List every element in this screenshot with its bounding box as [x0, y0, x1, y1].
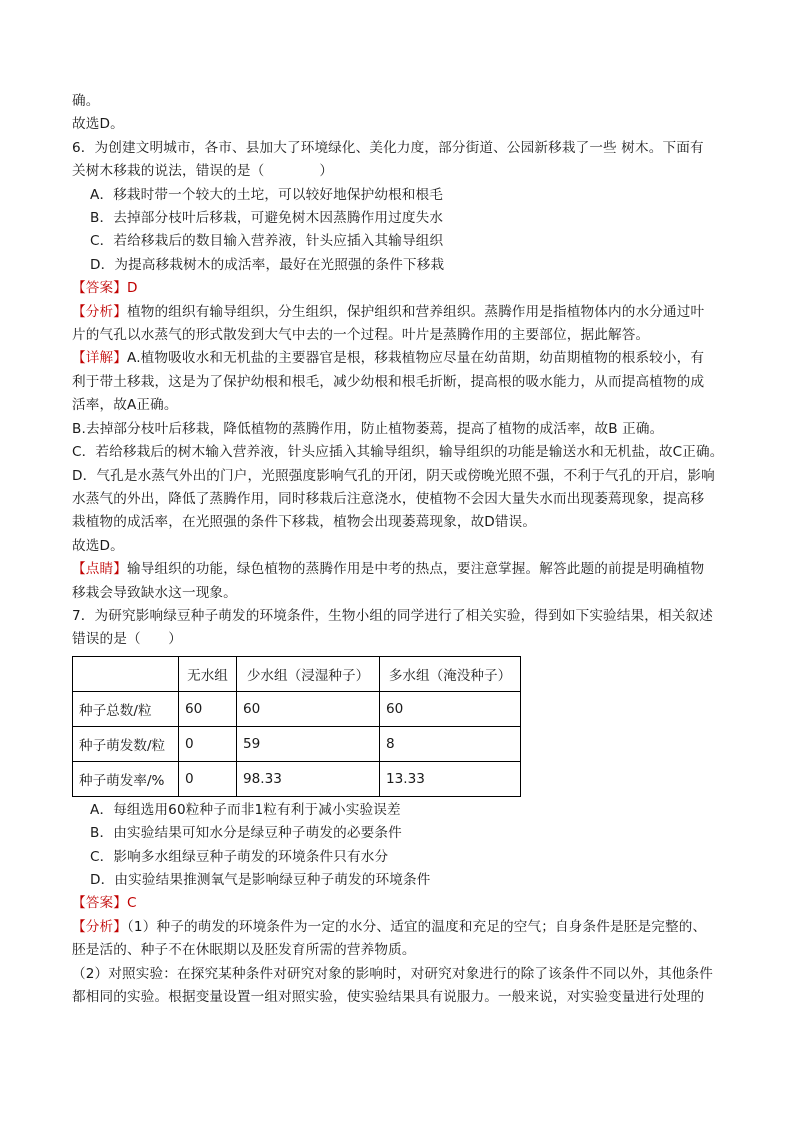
table-cell: 0: [179, 726, 237, 761]
table-header-cell: 无水组: [179, 656, 237, 691]
table-header-row: [73, 656, 521, 691]
table-row: [73, 691, 521, 726]
analysis-tag: 【分析】: [72, 303, 127, 320]
detail-line: 栽植物的成活率，在光照强的条件下移栽，植物会出现萎蔫现象，故D错误。: [72, 514, 537, 531]
answer-line: [72, 277, 726, 300]
analysis-text: （1）种子的萌发的环境条件为一定的水分、适宜的温度和充足的空气；自身条件是胚是完整的、: [126, 918, 707, 935]
answer-value: D: [126, 280, 138, 297]
answer-tag: 【答案】: [72, 895, 127, 912]
question-stem: 错误的是（ ）: [72, 631, 182, 648]
detail-line: [72, 347, 726, 370]
detail-line: 活率，故A正确。: [72, 397, 178, 414]
answer-value: C: [126, 895, 137, 912]
comment-line: 移栽会导致缺水这一现象。: [72, 584, 237, 601]
question-6: [72, 137, 726, 605]
document-page: [72, 90, 726, 1009]
table-cell: 种子萌发率/%: [73, 761, 179, 796]
results-table: [72, 656, 521, 797]
analysis-line: 胚是活的、种子不在休眠期以及胚发育所需的营养物质。: [72, 942, 416, 959]
analysis-line: [72, 301, 726, 324]
option-a: A．每组选用60粒种子而非1粒有利于减小实验误差: [90, 801, 401, 818]
table-header-cell: 少水组（浸湿种子）: [237, 656, 380, 691]
detail-tag: 【详解】: [72, 350, 127, 367]
analysis-text: 植物的组织有输导组织，分生组织，保护组织和营养组织。蒸腾作用是指植物体内的水分通过叶: [126, 303, 705, 320]
analysis-line: [72, 916, 726, 939]
question-stem: 关树木移栽的说法，错误的是（ ）: [72, 163, 334, 180]
option-d: D．由实验结果推测氧气是影响绿豆种子萌发的环境条件: [90, 871, 431, 888]
table-header-cell: 多水组（淹没种子）: [380, 656, 521, 691]
option-a: A．移栽时带一个较大的土坨，可以较好地保护幼根和根毛: [90, 186, 444, 203]
comment-text: 输导组织的功能，绿色植物的蒸腾作用是中考的热点，要注意掌握。解答此题的前提是明确植物: [126, 561, 705, 578]
comment-tag: 【点睛】: [72, 561, 127, 578]
detail-line: C．若给移栽后的树木输入营养液，针头应插入其输导组织，输导组织的功能是输送水和无机盐，故C正确。: [72, 444, 724, 461]
analysis-line: 片的气孔以水蒸气的形式散发到大气中去的一个过程。叶片是蒸腾作用的主要部位，据此解答。: [72, 327, 650, 344]
detail-line: 水蒸气的外出，降低了蒸腾作用，同时移栽后注意浇水，使植物不会因大量失水而出现萎蔫现象，提高移: [72, 490, 705, 507]
table-header-cell: [73, 656, 179, 691]
analysis-line: 都相同的实验。根据变量设置一组对照实验，使实验结果具有说服力。一般来说，对实验变量进行处理的: [72, 989, 705, 1005]
table-cell: 60: [179, 691, 237, 726]
detail-line: B.去掉部分枝叶后移栽，降低植物的蒸腾作用，防止植物萎蔫，提高了植物的成活率，故B 正确。: [72, 420, 664, 437]
answer-tag: 【答案】: [72, 280, 127, 297]
table-row: [73, 726, 521, 761]
detail-line: 故选D。: [72, 537, 124, 554]
detail-line: 利于带土移栽，这是为了保护幼根和根毛，减少幼根和根毛折断，提高根的吸水能力，从而提高植物的成: [72, 373, 705, 390]
option-b: B．由实验结果可知水分是绿豆种子萌发的必要条件: [90, 825, 402, 842]
option-c: C．影响多水组绿豆种子萌发的环境条件只有水分: [90, 848, 389, 865]
question-7: [72, 605, 726, 1009]
table-cell: 98.33: [237, 761, 380, 796]
option-d: D．为提高移栽树木的成活率，最好在光照强的条件下移栽: [90, 256, 445, 273]
text-line: 故选D。: [72, 116, 124, 133]
table-cell: 60: [237, 691, 380, 726]
table-cell: 种子总数/粒: [73, 691, 179, 726]
table-cell: 13.33: [380, 761, 521, 796]
comment-line: [72, 558, 726, 581]
analysis-line: （2）对照实验：在探究某种条件对研究对象的影响时，对研究对象进行的除了该条件不同以外，其他条件: [72, 965, 714, 982]
option-b: B．去掉部分枝叶后移栽，可避免树木因蒸腾作用过度失水: [90, 210, 444, 227]
table-cell: 59: [237, 726, 380, 761]
detail-text: A.植物吸收水和无机盐的主要器官是根，移栽植物应尽量在幼苗期，幼苗期植物的根系较小，有: [126, 350, 705, 367]
table-cell: 8: [380, 726, 521, 761]
text-line: 确。: [72, 93, 100, 109]
analysis-tag: 【分析】: [72, 918, 127, 935]
option-c: C．若给移栽后的数目输入营养液，针头应插入其输导组织: [90, 233, 444, 250]
table-cell: 种子萌发数/粒: [73, 726, 179, 761]
question-stem: 6．为创建文明城市，各市、县加大了环境绿化、美化力度，部分街道、公园新移栽了一些 树木。下面有: [72, 139, 704, 156]
table-cell: 0: [179, 761, 237, 796]
table-row: [73, 761, 521, 796]
question-stem: 7．为研究影响绿豆种子萌发的环境条件，生物小组的同学进行了相关实验，得到如下实验结果，相关叙述: [72, 607, 714, 624]
answer-line: [72, 892, 726, 915]
detail-line: D．气孔是水蒸气外出的门户，光照强度影响气孔的开闭，阴天或傍晚光照不强，不利于气孔的开启，影响: [72, 467, 715, 484]
table-cell: 60: [380, 691, 521, 726]
